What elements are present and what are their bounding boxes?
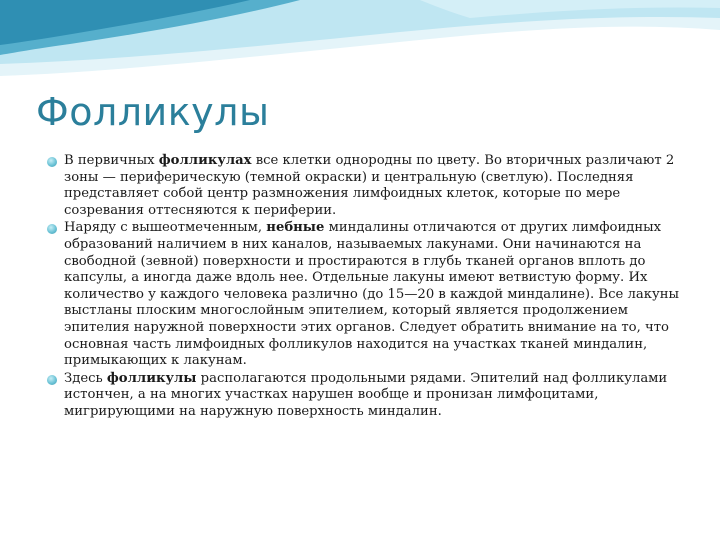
bullet-item <box>44 371 684 421</box>
bullet-item <box>44 153 684 219</box>
bullet-list <box>44 153 684 422</box>
bullet-text: В первичных фолликулах все клетки однородны по цвету. Во вторичных различают 2 зоны — периферическую (темной окраски) и центральную (светлую). Последняя представляет собой центр размножения лимфоидных клеток, которые по мере созревания оттесняются к периферии. <box>64 153 675 218</box>
bullet-text: Здесь фолликулы располагаются продольными рядами. Эпителий над фолликулами истончен, а на многих участках нарушен вообще и пронизан лимфоцитами, мигрирующими на наружную поверхность миндалин. <box>64 370 668 419</box>
bullet-circle-icon <box>47 375 57 385</box>
bold-term: фолликулы <box>106 370 197 386</box>
slide-title: Фолликулы <box>36 90 270 134</box>
bullet-item <box>44 220 684 369</box>
bold-term: фолликулах <box>158 153 252 168</box>
bold-term: небные <box>266 220 325 236</box>
bullet-circle-icon <box>47 224 57 234</box>
bullet-text: Наряду с вышеотмеченным, небные миндалины отличаются от других лимфоидных образований наличием в них каналов, называемых лакунами. Они начинаются на свободной (зевной) поверхности и простираются в глубь тканей органов вплоть до капсулы, а иногда даже вдоль нее. Отдельные лакуны имеют ветвистую форму. Их количество у каждого человека различно (до 15—20 в каждой миндалине). Все лакуны выстланы плоским многослойным эпителием, который является продолжением эпителия наружной поверхности этих органов. Следует обратить внимание на то, что основная часть лимфоидных фолликулов находится на участках тканей миндалин, примыкающих к лакунам. <box>64 220 680 369</box>
bullet-circle-icon <box>47 157 57 167</box>
